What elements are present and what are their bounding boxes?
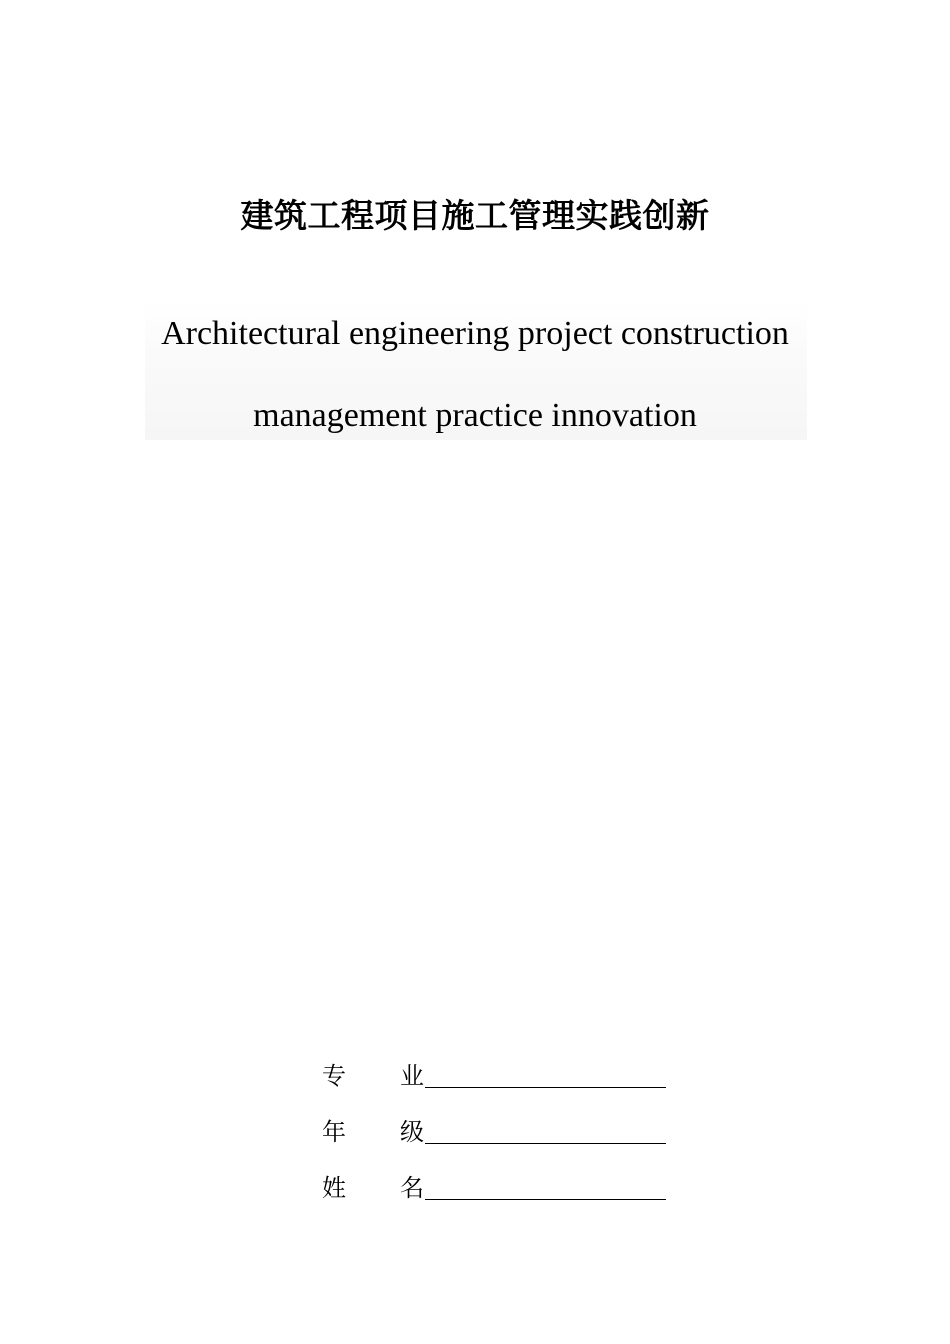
field-label-char: 业 bbox=[400, 1062, 424, 1090]
field-label-char: 年 bbox=[322, 1118, 346, 1146]
name-field bbox=[322, 1168, 672, 1208]
major-blank-line[interactable] bbox=[425, 1087, 666, 1088]
name-blank-line[interactable] bbox=[425, 1199, 666, 1200]
field-label-char: 姓 bbox=[322, 1174, 346, 1202]
chinese-title: 建筑工程项目施工管理实践创新 bbox=[240, 196, 710, 235]
field-label-char: 专 bbox=[322, 1062, 346, 1090]
field-label-char: 级 bbox=[400, 1118, 424, 1146]
field-label-char: 名 bbox=[400, 1174, 424, 1202]
grade-blank-line[interactable] bbox=[425, 1143, 666, 1144]
grade-field bbox=[322, 1112, 672, 1152]
english-title-line-2: management practice innovation bbox=[253, 397, 697, 434]
major-field bbox=[322, 1056, 672, 1096]
english-title-line-1: Architectural engineering project construction bbox=[161, 315, 789, 352]
